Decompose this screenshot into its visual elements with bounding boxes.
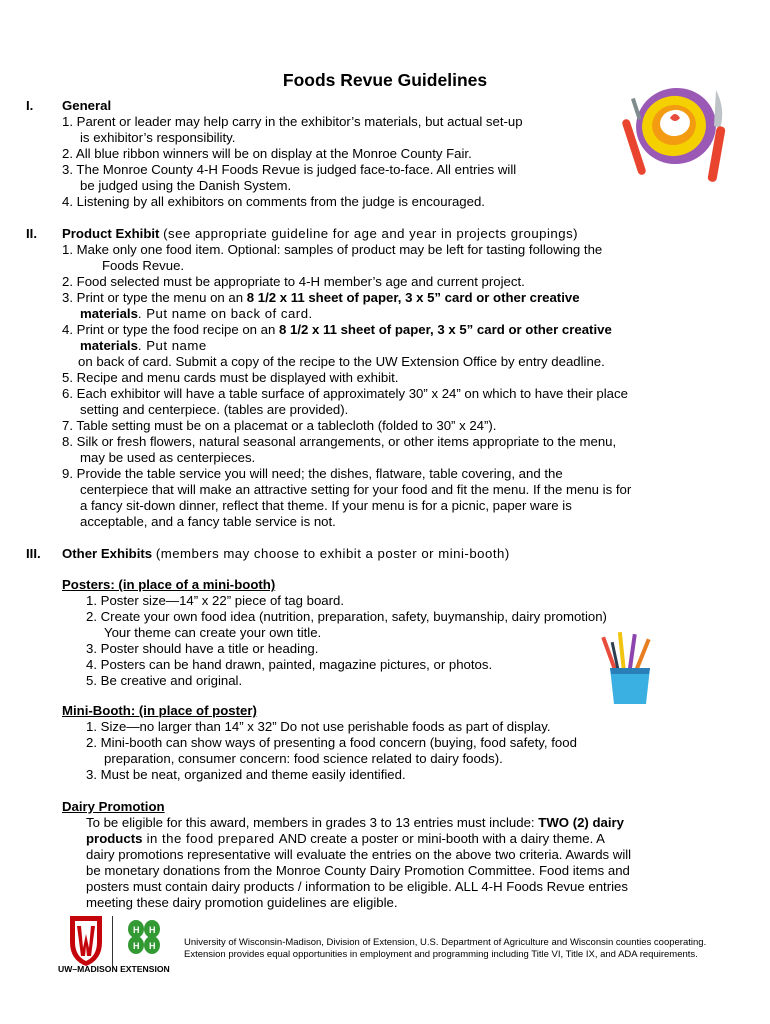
section-product-exhibit — [26, 226, 578, 242]
svg-text:H: H — [133, 941, 140, 951]
list-item: on back of card. Submit a copy of the recipe to the UW Extension Office by entry deadline. — [78, 354, 605, 369]
footer-disclaimer: University of Wisconsin-Madison, Division of Extension, U.S. Department of Agriculture and Wisconsin counties cooperating. Extension provides equal opportunities in employment and programming including Title VI, Title IX, and ADA requirements. — [184, 937, 707, 960]
list-item: centerpiece that will make an attractive setting for your food and fit the menu. If the menu is for — [80, 482, 632, 497]
page-title: Foods Revue Guidelines — [282, 70, 488, 90]
section-heading — [26, 546, 510, 562]
list-item: is exhibitor’s responsibility. — [80, 130, 236, 145]
section-other-exhibits — [26, 546, 510, 562]
section-general — [26, 98, 111, 114]
list-item: 2. Create your own food idea (nutrition, preparation, safety, buymanship, dairy promotion) — [86, 609, 607, 624]
section-note: (see appropriate guideline for age and year in projects groupings) — [163, 226, 579, 241]
list-item: 6. Each exhibitor will have a table surface of approximately 30” x 24” on which to have their place — [62, 386, 628, 401]
list-item: 1. Poster size—14” x 22” piece of tag board. — [86, 593, 345, 608]
list-item: 3. Must be neat, organized and theme easily identified. — [86, 767, 406, 782]
logo-caption: UW–MADISON EXTENSION — [58, 964, 170, 974]
list-item: be judged using the Danish System. — [80, 178, 292, 193]
dairy-paragraph-line: products in the food prepared AND create a poster or mini-booth with a dairy theme. A — [86, 831, 605, 846]
list-item: setting and centerpiece. (tables are provided). — [80, 402, 349, 417]
list-item: 5. Recipe and menu cards must be displayed with exhibit. — [62, 370, 399, 385]
section-number: II. — [26, 226, 37, 241]
list-item: 9. Provide the table service you will need; the dishes, flatware, table covering, and the — [62, 466, 563, 481]
list-item: a fancy sit-down dinner, reflect that theme. If your menu is for a picnic, paper ware is — [80, 498, 572, 513]
section-title: General — [62, 98, 112, 113]
plate-clipart-icon — [612, 78, 736, 196]
list-item: Foods Revue. — [102, 258, 185, 273]
list-item: 5. Be creative and original. — [86, 673, 243, 688]
dairy-heading: Dairy Promotion — [62, 799, 165, 814]
svg-text:H: H — [149, 925, 156, 935]
dairy-paragraph-line: be monetary donations from the Monroe County Dairy Promotion Committee. Food items and — [86, 863, 630, 878]
list-item: 7. Table setting must be on a placemat or a tablecloth (folded to 30” x 24”). — [62, 418, 497, 433]
list-item: 2. Mini-booth can show ways of presenting a food concern (buying, food safety, food — [86, 735, 577, 750]
list-item: 3. Poster should have a title or heading. — [86, 641, 319, 656]
svg-text:H: H — [133, 925, 140, 935]
section-note: (members may choose to exhibit a poster or mini-booth) — [155, 546, 510, 561]
section-number: III. — [26, 546, 41, 561]
list-item: 1. Size—no larger than 14” x 32” Do not use perishable foods as part of display. — [86, 719, 551, 734]
section-number: I. — [26, 98, 34, 113]
svg-text:H: H — [149, 941, 156, 951]
dairy-paragraph-line: meeting these dairy promotion guidelines are eligible. — [86, 895, 398, 910]
list-item: 8. Silk or fresh flowers, natural seasonal arrangements, or other items appropriate to the menu, — [62, 434, 617, 449]
dairy-paragraph-line: dairy promotions representative will evaluate the entries on the above two criteria. Awards will — [86, 847, 632, 862]
list-item: 2. All blue ribbon winners will be on display at the Monroe County Fair. — [62, 146, 472, 161]
list-item: 4. Print or type the food recipe on an 8 1/2 x 11 sheet of paper, 3 x 5” card or other creative — [62, 322, 612, 337]
list-item: may be used as centerpieces. — [80, 450, 256, 465]
section-title: Other Exhibits — [62, 546, 153, 561]
list-item: materials. Put name — [80, 338, 207, 353]
minibooth-heading: Mini-Booth: (in place of poster) — [62, 703, 257, 718]
list-item: acceptable, and a fancy table service is not. — [80, 514, 336, 529]
list-item: materials. Put name on back of card. — [80, 306, 313, 321]
list-item: 4. Listening by all exhibitors on comments from the judge is encouraged. — [62, 194, 485, 209]
posters-heading: Posters: (in place of a mini-booth) — [62, 577, 276, 592]
section-heading — [26, 226, 578, 242]
list-item: preparation, consumer concern: food science related to dairy foods). — [104, 751, 503, 766]
list-item: 3. Print or type the menu on an 8 1/2 x 11 sheet of paper, 3 x 5” card or other creative — [62, 290, 580, 305]
list-item: 3. The Monroe County 4-H Foods Revue is judged face-to-face. All entries will — [62, 162, 517, 177]
dairy-paragraph-line: posters must contain dairy products / information to be eligible. ALL 4-H Foods Revue entries — [86, 879, 628, 894]
pencil-cup-icon — [600, 632, 660, 706]
list-item: 1. Make only one food item. Optional: samples of product may be left for tasting following the — [62, 242, 603, 257]
list-item: 2. Food selected must be appropriate to 4-H member’s age and current project. — [62, 274, 525, 289]
list-item: 4. Posters can be hand drawn, painted, magazine pictures, or photos. — [86, 657, 493, 672]
list-item: Your theme can create your own title. — [104, 625, 322, 640]
dairy-paragraph-line: To be eligible for this award, members in grades 3 to 13 entries must include: TWO (2) dairy — [86, 815, 624, 830]
section-heading — [26, 98, 111, 114]
list-item: 1. Parent or leader may help carry in the exhibitor’s materials, but actual set-up — [62, 114, 523, 129]
section-title: Product Exhibit — [62, 226, 160, 241]
